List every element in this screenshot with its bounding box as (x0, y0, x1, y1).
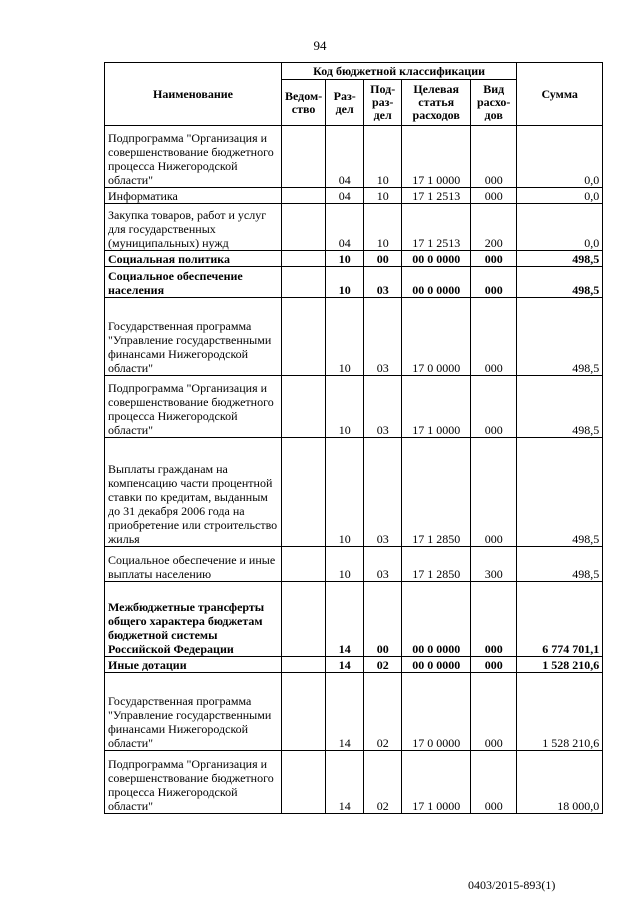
row-department (282, 673, 326, 751)
row-section: 10 (326, 267, 364, 298)
row-sum: 498,5 (517, 547, 603, 582)
row-expense-type: 000 (471, 251, 517, 267)
row-name: Информатика (105, 188, 282, 204)
row-section: 14 (326, 673, 364, 751)
table-row (105, 251, 603, 267)
row-sum: 18 000,0 (517, 751, 603, 814)
row-section: 14 (326, 657, 364, 673)
row-name: Иные дотации (105, 657, 282, 673)
row-target-item: 17 1 0000 (402, 376, 471, 438)
row-department (282, 438, 326, 547)
row-name: Государственная программа "Управление государственными финансами Нижегородской области" (105, 673, 282, 751)
row-target-item: 00 0 0000 (402, 582, 471, 657)
row-subsection: 03 (364, 547, 402, 582)
row-target-item: 17 1 2850 (402, 547, 471, 582)
header-expense-type: Вид расхо-дов (471, 80, 517, 126)
row-name: Социальная политика (105, 251, 282, 267)
row-expense-type: 000 (471, 298, 517, 376)
row-expense-type: 200 (471, 204, 517, 251)
row-expense-type: 000 (471, 267, 517, 298)
row-name: Социальное обеспечение населения (105, 267, 282, 298)
row-subsection: 10 (364, 126, 402, 188)
row-sum: 0,0 (517, 188, 603, 204)
header-name: Наименование (105, 63, 282, 126)
row-target-item: 17 1 2513 (402, 204, 471, 251)
header-sum: Сумма (517, 63, 603, 126)
table-row (105, 298, 603, 376)
row-section: 10 (326, 376, 364, 438)
row-section: 10 (326, 251, 364, 267)
row-target-item: 17 0 0000 (402, 673, 471, 751)
row-target-item: 00 0 0000 (402, 267, 471, 298)
row-section: 10 (326, 298, 364, 376)
row-department (282, 751, 326, 814)
row-subsection: 02 (364, 657, 402, 673)
row-section: 10 (326, 547, 364, 582)
row-section: 04 (326, 188, 364, 204)
row-target-item: 17 1 2850 (402, 438, 471, 547)
row-department (282, 376, 326, 438)
row-sum: 498,5 (517, 251, 603, 267)
row-department (282, 204, 326, 251)
row-target-item: 17 1 2513 (402, 188, 471, 204)
row-subsection: 03 (364, 298, 402, 376)
table-row (105, 188, 603, 204)
row-department (282, 251, 326, 267)
row-target-item: 17 1 0000 (402, 126, 471, 188)
row-expense-type: 000 (471, 376, 517, 438)
row-subsection: 03 (364, 267, 402, 298)
row-target-item: 00 0 0000 (402, 657, 471, 673)
row-department (282, 267, 326, 298)
row-name: Подпрограмма "Организация и совершенствование бюджетного процесса Нижегородской области" (105, 751, 282, 814)
row-sum: 6 774 701,1 (517, 582, 603, 657)
table-row (105, 376, 603, 438)
row-department (282, 657, 326, 673)
table-row (105, 204, 603, 251)
table-row (105, 673, 603, 751)
row-expense-type: 000 (471, 582, 517, 657)
row-sum: 498,5 (517, 298, 603, 376)
table-row (105, 438, 603, 547)
row-subsection: 03 (364, 438, 402, 547)
row-sum: 0,0 (517, 126, 603, 188)
row-sum: 1 528 210,6 (517, 657, 603, 673)
header-target-item: Целевая статья расходов (402, 80, 471, 126)
row-department (282, 582, 326, 657)
row-department (282, 188, 326, 204)
row-section: 14 (326, 582, 364, 657)
row-subsection: 02 (364, 751, 402, 814)
row-name: Государственная программа "Управление государственными финансами Нижегородской области" (105, 298, 282, 376)
row-section: 14 (326, 751, 364, 814)
row-expense-type: 000 (471, 657, 517, 673)
row-name: Социальное обеспечение и иные выплаты населению (105, 547, 282, 582)
row-department (282, 547, 326, 582)
row-section: 04 (326, 204, 364, 251)
row-expense-type: 000 (471, 673, 517, 751)
row-name: Выплаты гражданам на компенсацию части процентной ставки по кредитам, выданным до 31 декабря 2006 года на приобретение или строительство жилья (105, 438, 282, 547)
row-sum: 0,0 (517, 204, 603, 251)
row-subsection: 00 (364, 251, 402, 267)
row-expense-type: 000 (471, 751, 517, 814)
row-section: 04 (326, 126, 364, 188)
row-subsection: 10 (364, 204, 402, 251)
budget-table (104, 62, 603, 814)
row-subsection: 10 (364, 188, 402, 204)
header-subsection: Под-раз-дел (364, 80, 402, 126)
row-name: Межбюджетные трансферты общего характера бюджетам бюджетной системы Российской Федерации (105, 582, 282, 657)
row-expense-type: 000 (471, 438, 517, 547)
table-row (105, 267, 603, 298)
header-section: Раз-дел (326, 80, 364, 126)
row-sum: 498,5 (517, 438, 603, 547)
row-subsection: 00 (364, 582, 402, 657)
header-code-group: Код бюджетной классификации (282, 63, 517, 80)
row-expense-type: 300 (471, 547, 517, 582)
table-row (105, 751, 603, 814)
page-number: 94 (313, 38, 327, 53)
row-expense-type: 000 (471, 126, 517, 188)
row-sum: 498,5 (517, 376, 603, 438)
row-subsection: 02 (364, 673, 402, 751)
document-code: 0403/2015-893(1) (468, 878, 556, 892)
row-department (282, 126, 326, 188)
table-row (105, 547, 603, 582)
row-name: Подпрограмма "Организация и совершенствование бюджетного процесса Нижегородской области" (105, 376, 282, 438)
row-department (282, 298, 326, 376)
row-sum: 498,5 (517, 267, 603, 298)
row-subsection: 03 (364, 376, 402, 438)
row-sum: 1 528 210,6 (517, 673, 603, 751)
table-body (105, 126, 603, 814)
table-row (105, 126, 603, 188)
row-target-item: 00 0 0000 (402, 251, 471, 267)
table-row (105, 582, 603, 657)
table-row (105, 657, 603, 673)
row-name: Закупка товаров, работ и услуг для государственных (муниципальных) нужд (105, 204, 282, 251)
header-department: Ведом-ство (282, 80, 326, 126)
row-target-item: 17 1 0000 (402, 751, 471, 814)
row-target-item: 17 0 0000 (402, 298, 471, 376)
row-expense-type: 000 (471, 188, 517, 204)
row-name: Подпрограмма "Организация и совершенствование бюджетного процесса Нижегородской области" (105, 126, 282, 188)
row-section: 10 (326, 438, 364, 547)
